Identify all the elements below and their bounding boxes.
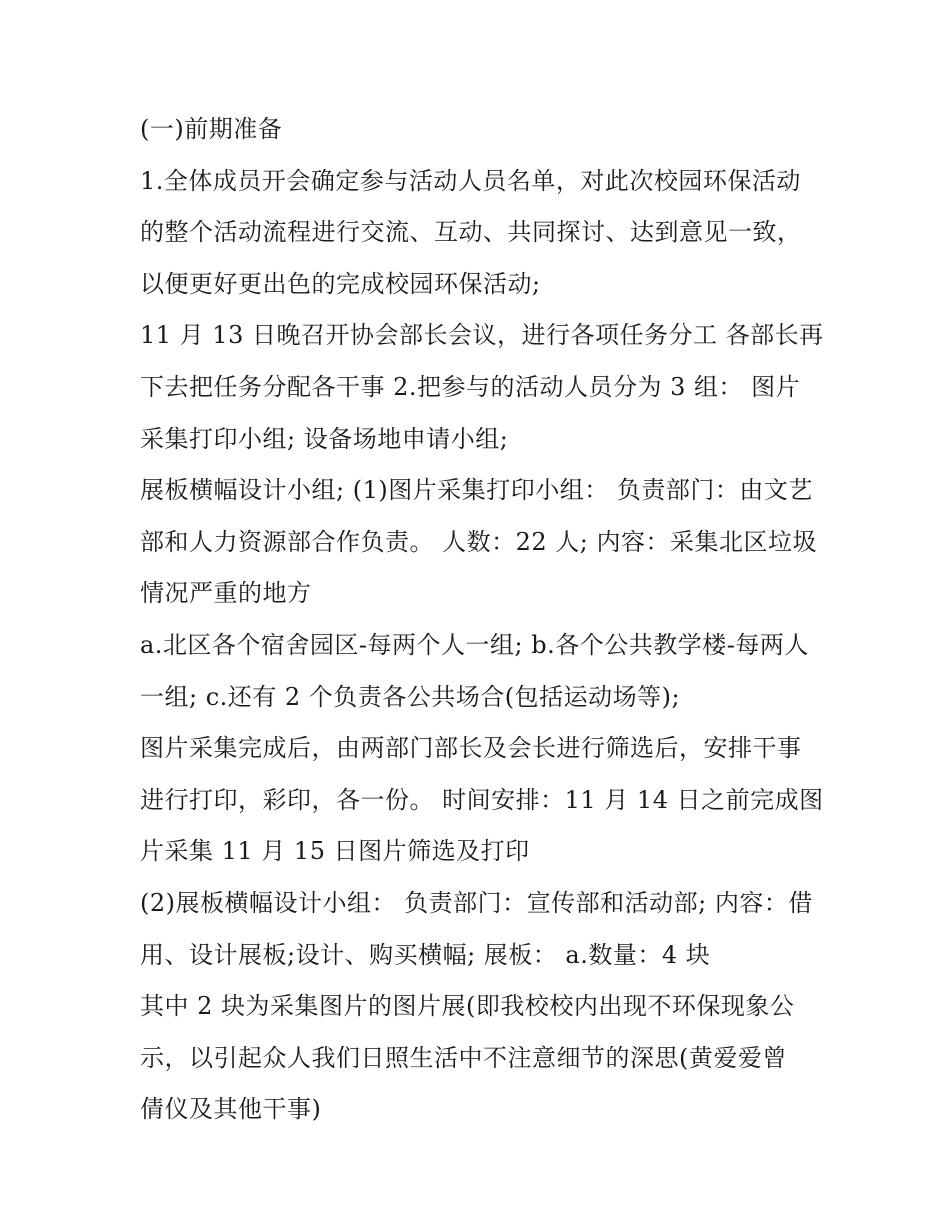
text-line: 倩仪及其他干事) xyxy=(140,1095,322,1124)
text-line: 进行打印，彩印，各一份。 时间安排：11 月 14 日之前完成图 xyxy=(140,785,824,814)
text-line: 图片采集完成后，由两部门部长及会长进行筛选后，安排干事 xyxy=(140,734,802,763)
text-line: 以便更好更出色的完成校园环保活动; xyxy=(140,269,541,298)
text-line: 其中 2 块为采集图片的图片展(即我校校内出现不环保现象公 xyxy=(140,992,795,1021)
text-line: 片采集 11 月 15 日图片筛选及打印 xyxy=(140,837,530,866)
text-line: (2)展板横幅设计小组： 负责部门：宣传部和活动部; 内容：借 xyxy=(140,888,813,917)
text-line: 示，以引起众人我们日照生活中不注意细节的深思(黄爱爱曾 xyxy=(140,1043,787,1072)
text-line: 的整个活动流程进行交流、互动、共同探讨、达到意见一致， xyxy=(140,218,802,247)
text-line: 情况严重的地方 xyxy=(140,579,312,608)
text-line: 展板横幅设计小组; (1)图片采集打印小组： 负责部门：由文艺 xyxy=(140,476,813,505)
document-body xyxy=(140,108,824,1140)
text-line: a.北区各个宿舍园区-每两个人一组; b.各个公共教学楼-每两人 xyxy=(140,630,809,659)
text-line: (一)前期准备 xyxy=(140,115,283,143)
text-line: 部和人力资源部合作负责。 人数：22 人; 内容：采集北区垃圾 xyxy=(140,527,818,556)
text-line: 1.全体成员开会确定参与活动人员名单，对此次校园环保活动 xyxy=(140,166,801,195)
text-line: 一组; c.还有 2 个负责各公共场合(包括运动场等); xyxy=(140,682,681,711)
text-line: 11 月 13 日晚召开协会部长会议，进行各项任务分工 各部长再 xyxy=(140,321,824,350)
text-line: 采集打印小组; 设备场地申请小组; xyxy=(140,424,509,453)
text-line: 下去把任务分配各干事 2.把参与的活动人员分为 3 组： 图片 xyxy=(140,372,801,401)
text-line: 用、设计展板;设计、购买横幅; 展板： a.数量：4 块 xyxy=(140,940,711,969)
